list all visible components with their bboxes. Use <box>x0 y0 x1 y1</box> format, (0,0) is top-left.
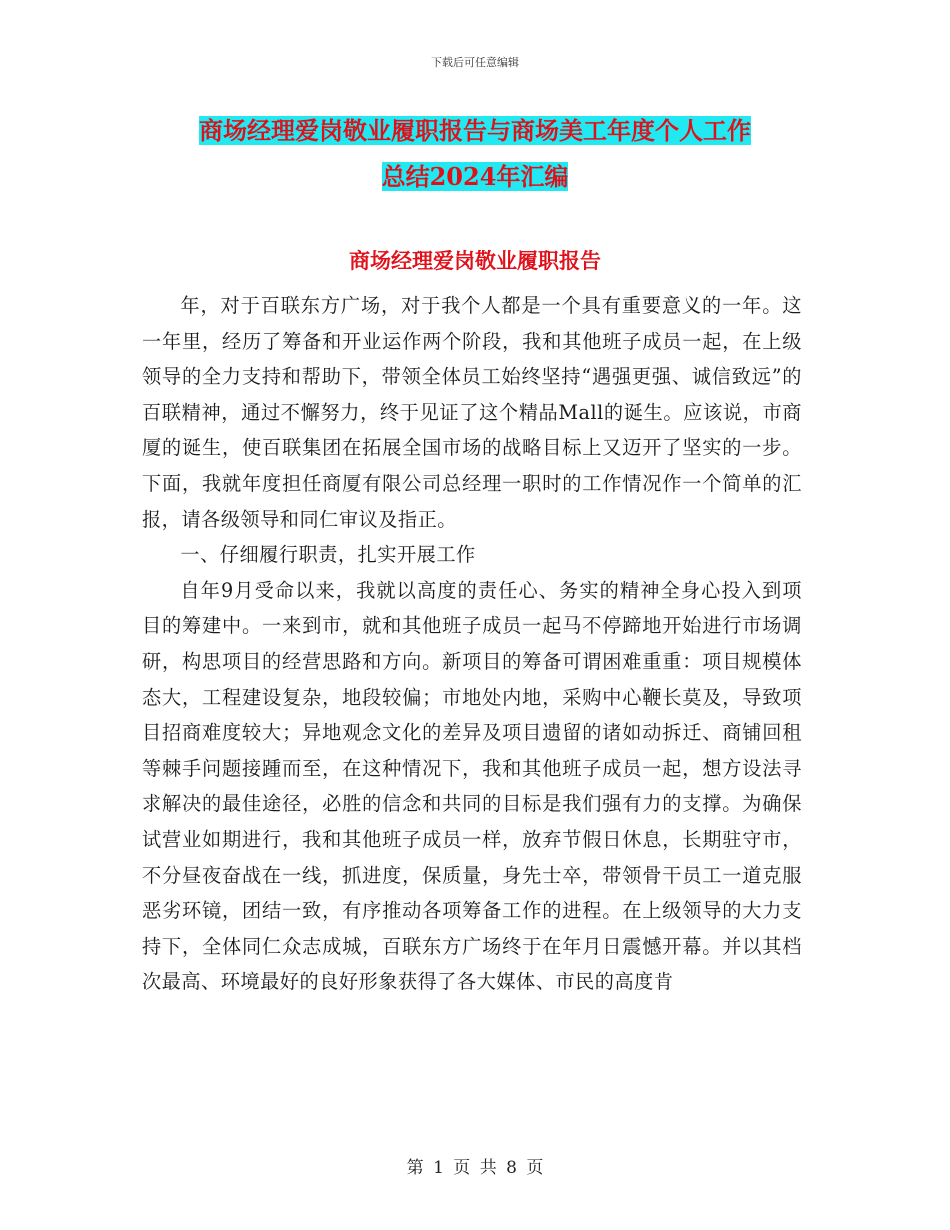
paragraph-body-1: 自年9月受命以来，我就以高度的责任心、务实的精神全身心投入到项目的筹建中。一来到市，就和其他班子成员一起马不停蹄地开始进行市场调研，构思项目的经营思路和方向。新项目的筹备可谓困难重重：项目规模体态大，工程建设复杂，地段较偏；市地处内地，采购中心鞭长莫及，导致项目招商难度较大；异地观念文化的差异及项目遗留的诸如动拆迁、商铺回租等棘手问题接踵而至，在这种情况下，我和其他班子成员一起，想方设法寻求解决的最佳途径，必胜的信念和共同的目标是我们强有力的支撑。为确保试营业如期进行，我和其他班子成员一样，放弃节假日休息，长期驻守市，不分昼夜奋战在一线，抓进度，保质量，身先士卒，带领骨干员工一道克服恶劣环镜，团结一致，有序推动各项筹备工作的进程。在上级领导的大力支持下，全体同仁众志成城，百联东方广场终于在年月日震憾开幕。并以其档次最高、环境最好的良好形象获得了各大媒体、市民的高度肯 <box>142 578 802 994</box>
document-title-line1: 商场经理爱岗敬业履职报告与商场美工年度个人工作 <box>199 116 751 145</box>
section-title: 商场经理爱岗敬业履职报告 <box>349 248 601 273</box>
document-title <box>140 108 810 200</box>
header-note: 下载后可任意编辑 <box>431 56 519 69</box>
paragraph-intro: 年，对于百联东方广场，对于我个人都是一个具有重要意义的一年。这一年里，经历了筹备和开业运作两个阶段，我和其他班子成员一起，在上级领导的全力支持和帮助下，带领全体员工始终坚持“遇强更强、诚信致远”的百联精神，通过不懈努力，终于见证了这个精品Mall的诞生。应该说，市商厦的诞生，使百联集团在拓展全国市场的战略目标上又迈开了坚实的一步。下面，我就年度担任商厦有限公司总经理一职时的工作情况作一个简单的汇报，请各级领导和同仁审议及指正。 <box>142 294 802 531</box>
page-footer: 第 1 页 共 8 页 <box>406 1158 544 1178</box>
document-body <box>142 288 802 1000</box>
document-title-line2: 总结2024年汇编 <box>381 162 569 191</box>
paragraph-heading-1: 一、仔细履行职责，扎实开展工作 <box>180 543 476 567</box>
